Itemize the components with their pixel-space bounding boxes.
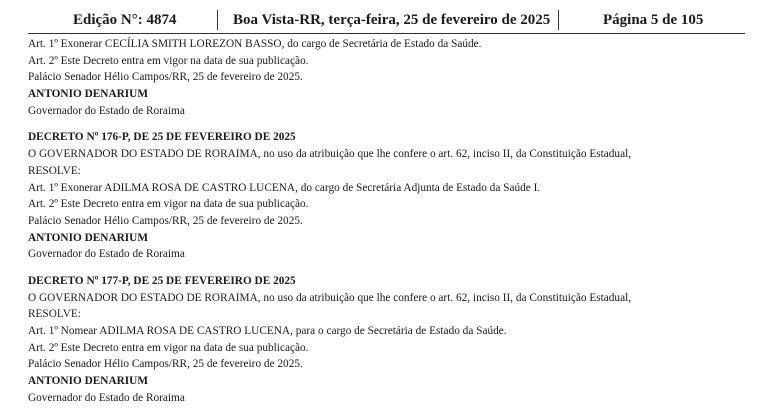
palace-date: Palácio Senador Hélio Campos/RR, 25 de fevereiro de 2025. xyxy=(28,71,303,84)
palace-date: Palácio Senador Hélio Campos/RR, 25 de fevereiro de 2025. xyxy=(28,358,303,371)
decree-block-previous xyxy=(28,36,748,119)
edition-number: Edição N°: 4874 xyxy=(73,12,177,28)
place-date: Boa Vista-RR, terça-feira, 25 de fevereiro de 2025 xyxy=(233,12,551,28)
block-spacer xyxy=(28,263,748,273)
decree-preamble: O GOVERNADOR DO ESTADO DE RORAIMA, no uso da atribuição que lhe confere o art. 62, inciso II, da Constituição Estadual, xyxy=(28,148,632,161)
article-1: Art. 1º Exonerar CECÍLIA SMITH LOREZON BASSO, do cargo de Secretária de Estado da Saúde. xyxy=(28,38,482,50)
signer-name: ANTONIO DENARIUM xyxy=(28,88,148,101)
signer-role: Governador do Estado de Roraima xyxy=(28,391,185,404)
block-spacer xyxy=(28,119,748,129)
palace-date: Palácio Senador Hélio Campos/RR, 25 de fevereiro de 2025. xyxy=(28,214,303,227)
header-divider xyxy=(558,10,559,30)
article-2: Art. 2º Este Decreto entra em vigor na data de sua publicação. xyxy=(28,198,309,211)
signer-name: ANTONIO DENARIUM xyxy=(28,231,148,244)
signer-role: Governador do Estado de Roraima xyxy=(28,104,185,117)
decree-block-176 xyxy=(28,129,748,263)
page-header xyxy=(0,0,773,34)
document-body xyxy=(28,36,748,406)
decree-title: DECRETO Nº 176-P, DE 25 DE FEVEREIRO DE 2025 xyxy=(28,131,296,144)
decree-resolve: RESOLVE: xyxy=(28,164,81,177)
signer-name: ANTONIO DENARIUM xyxy=(28,375,148,388)
article-1: Art. 1º Nomear ADILMA ROSA DE CASTRO LUCENA, para o cargo de Secretária de Estado da Saúde. xyxy=(28,325,507,337)
page-number: Página 5 de 105 xyxy=(603,12,704,28)
article-1: Art. 1º Exonerar ADILMA ROSA DE CASTRO LUCENA, do cargo de Secretária Adjunta de Estado da Saúde I. xyxy=(28,181,541,194)
header-rule xyxy=(28,33,745,34)
decree-block-177 xyxy=(28,273,748,407)
decree-title: DECRETO Nº 177-P, DE 25 DE FEVEREIRO DE 2025 xyxy=(28,274,296,287)
decree-preamble: O GOVERNADOR DO ESTADO DE RORAIMA, no uso da atribuição que lhe confere o art. 62, inciso II, da Constituição Estadual, xyxy=(28,291,632,304)
signer-role: Governador do Estado de Roraima xyxy=(28,248,185,261)
header-divider xyxy=(217,10,218,30)
article-2: Art. 2º Este Decreto entra em vigor na data de sua publicação. xyxy=(28,54,309,67)
article-2: Art. 2º Este Decreto entra em vigor na data de sua publicação. xyxy=(28,341,309,354)
decree-resolve: RESOLVE: xyxy=(28,308,81,321)
